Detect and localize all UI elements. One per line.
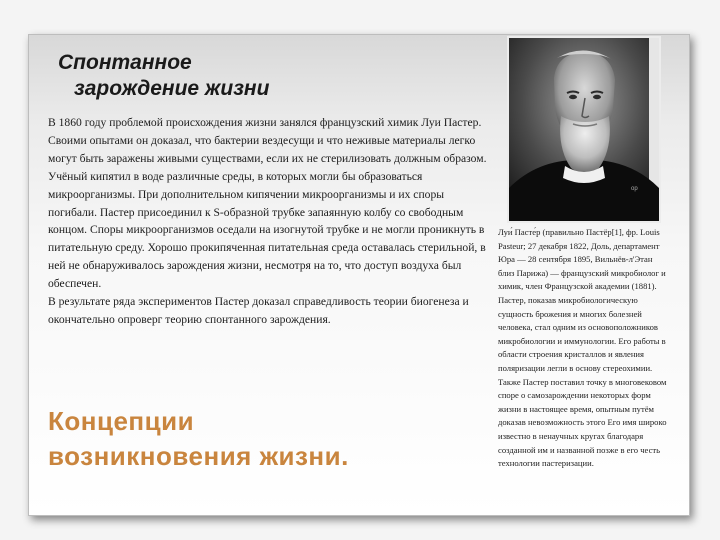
portrait-photo	[507, 36, 661, 223]
concepts-line-1: Концепции	[48, 406, 195, 436]
portrait-caption	[498, 226, 670, 471]
title-line-2: зарождение жизни	[74, 77, 270, 100]
portrait-icon	[509, 38, 659, 221]
body-text	[48, 114, 493, 329]
svg-text:op: op	[631, 186, 638, 192]
concepts-heading	[48, 404, 468, 474]
body-paragraph-2: В результате ряда экспериментов Пастер доказал справедливость теории биогенеза и окончательно опроверг теорию спонтанного зарождения.	[48, 295, 469, 326]
body-paragraph-1: В 1860 году проблемой происхождения жизни занялся французский химик Луи Пастер. Своими опытами он доказал, что бактерии вездесущи и что неживые материалы легко могут быть заражены живыми существами, если их не стерилизовать должным образом. Учёный кипятил в воде различные среды, в которых могли бы образоваться микроорганизмы. При дополнительном кипячении микроорганизмы и их споры погибали. Пастер присоединил к S-образной трубке запаянную колбу со свободным концом. Споры микроорганизмов оседали на изогнутой трубке и не могли проникнуть в питательную среду. Хорошо прокипяченная питательная среда оставалась стерильной, в ней не обнаруживалось зарождения жизни, несмотря на то, что доступ воздуха был обеспечен.	[48, 116, 487, 291]
slide-title	[58, 50, 478, 102]
caption-text: Луи́ Пасте́р (правильно Пастёр[1], фр. Louis Pasteur; 27 декабря 1822, Доль, департамент Юра — 28 сентября 1895, Вильнёв-л'Этан близ Парижа) — французский микробиолог и химик, член Французской академии (1881). Пастер, показав микробиологическую сущность брожения и многих болезней человека, стал одним из основоположников микробиологии и иммунологии. Его работы в области строения кристаллов и явления поляризации легли в основу стереохимии. Также Пастер поставил точку в многовековом споре о самозарождении некоторых форм жизни в настоящее время, опытным путём доказав невозможность этого Его имя широко известно в ненаучных кругах благодаря созданной им и названной позже в его честь технологии пастеризации.	[498, 227, 667, 469]
concepts-line-2: возникновения жизни.	[48, 441, 349, 471]
title-line-1: Спонтанное	[58, 51, 192, 74]
